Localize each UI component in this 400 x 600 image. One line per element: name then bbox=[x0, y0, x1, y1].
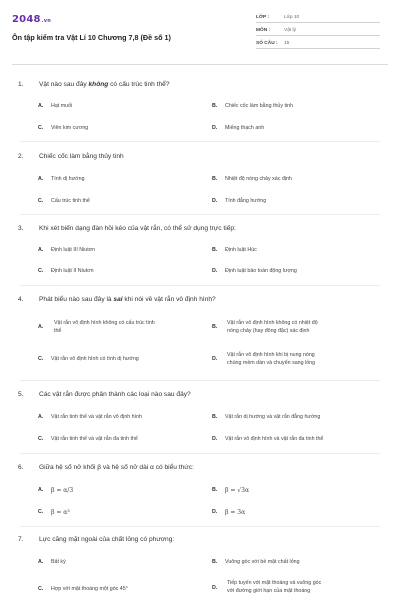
question-separator bbox=[20, 453, 380, 454]
question-text: 7. Lực căng mặt ngoài của chất lỏng có phương: bbox=[18, 536, 175, 543]
question-text: 3. Khi xét biến dạng đàn hồi kéo của vật rắn, có thể sử dụng trực tiếp: bbox=[18, 225, 236, 232]
class-label: LỚP : bbox=[256, 15, 270, 20]
question-separator bbox=[20, 214, 380, 215]
question-separator bbox=[20, 380, 380, 381]
header-divider bbox=[12, 64, 388, 65]
subject-row bbox=[256, 26, 380, 36]
question-text: 5. Các vật rắn được phân thành các loại nào sau đây? bbox=[18, 391, 191, 398]
question-count-label: SỐ CÂU : bbox=[256, 41, 278, 46]
site-logo[interactable]: 2048.vn bbox=[12, 14, 51, 25]
subject-value: Vật lý bbox=[284, 28, 296, 33]
class-value: Lớp 10 bbox=[284, 15, 300, 20]
subject-label: MÔN : bbox=[256, 28, 271, 33]
question-separator bbox=[20, 526, 380, 527]
question-count-value: 15 bbox=[284, 41, 290, 46]
question-separator bbox=[20, 141, 380, 142]
question-text: 1. Vật nào sau đây không có cấu trúc tinh thể? bbox=[18, 81, 170, 88]
worksheet-title: Ôn tập kiểm tra Vật Lí 10 Chương 7,8 (Đề số 1) bbox=[12, 33, 171, 42]
class-row bbox=[256, 13, 380, 23]
question-count-row bbox=[256, 39, 380, 49]
question-text: 6. Giữa hệ số nở khối β và hệ số nở dài α có biểu thức: bbox=[18, 464, 194, 471]
question-text: 4. Phát biểu nào sau đây là sai khi nói về vật rắn vô định hình? bbox=[18, 296, 216, 303]
question-text: 2. Chiếc cốc làm bằng thủy tinh bbox=[18, 153, 124, 160]
worksheet-header bbox=[0, 0, 400, 62]
question-separator bbox=[20, 285, 380, 286]
